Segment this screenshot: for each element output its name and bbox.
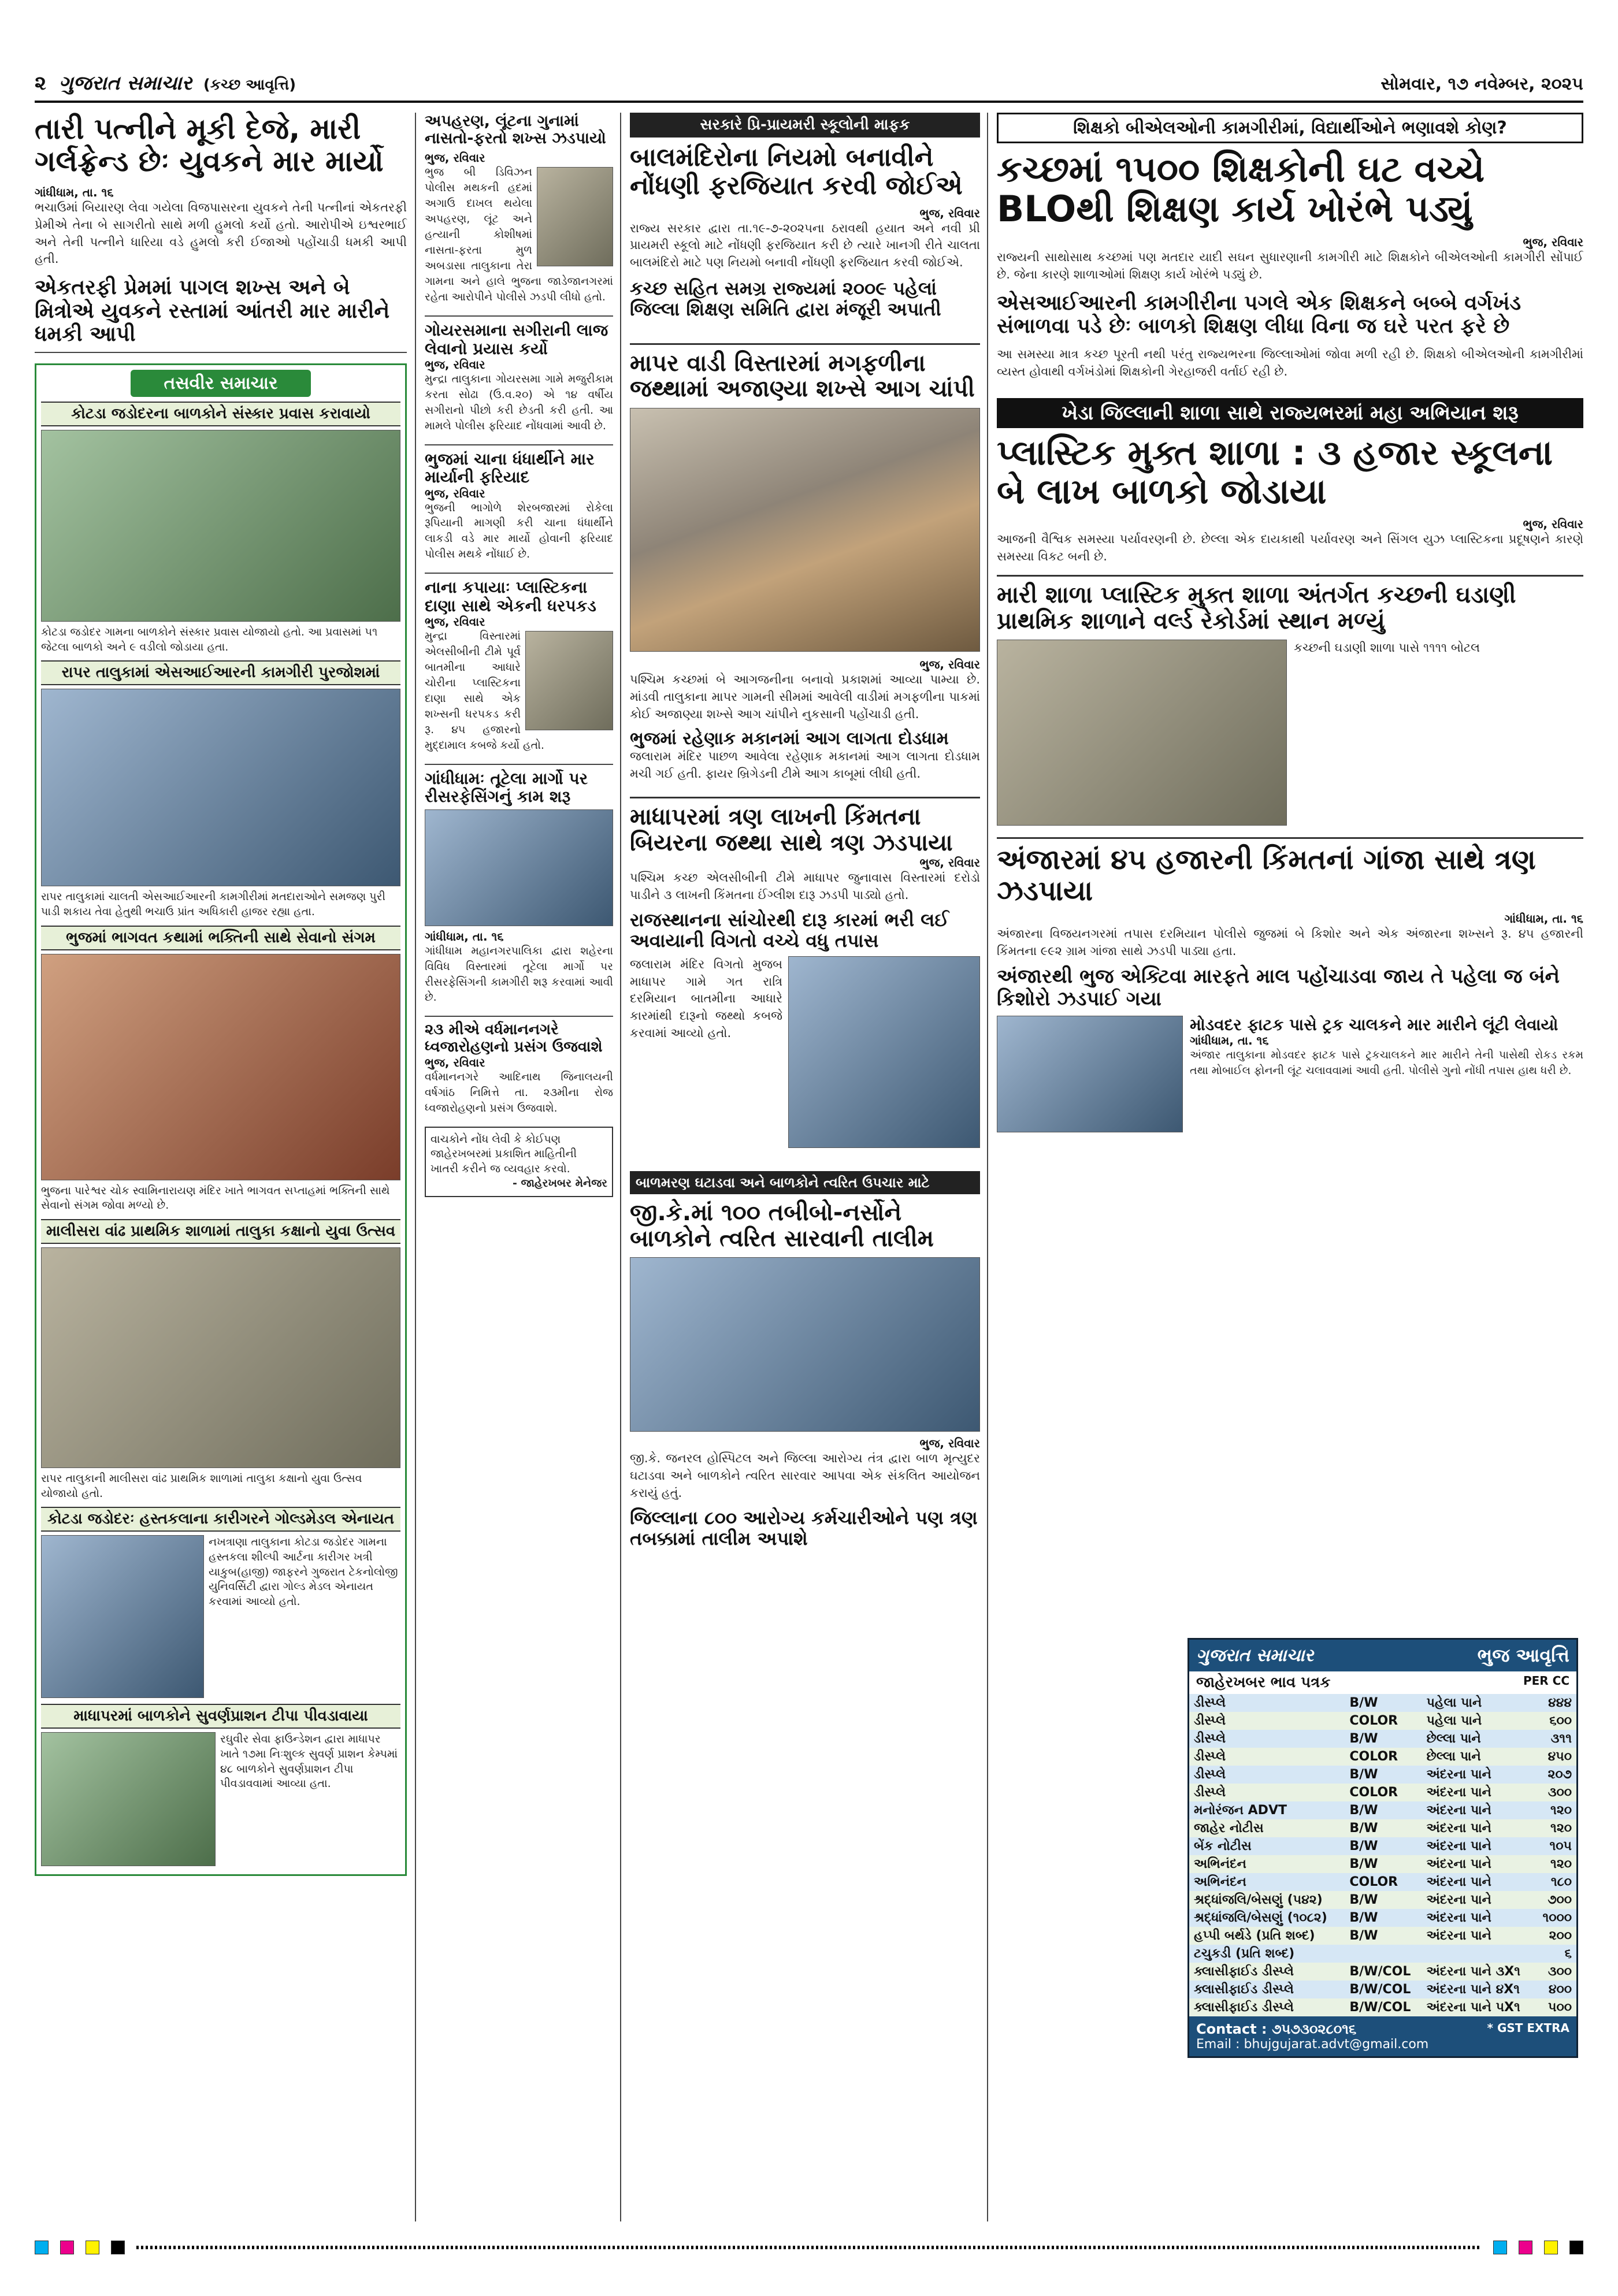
photo-caption-6: રઘુવીર સેવા ફાઉન્ડેશન દ્વારા માધાપર ખાતે ૧૭મા નિઃશુલ્ક સુવર્ણ પ્રાશન કેમ્પમાં ૪૮ બાળકોને સુવર્ણપ્રાશન ટીપા પીવડાવવામાં આવ્યા હતા.: [220, 1733, 398, 1790]
ad-price-cell: ૬: [1564, 1946, 1572, 1961]
ad-page-cell: પહેલા પાને: [1426, 1714, 1482, 1728]
col4-h2: એસઆઈઆરની કામગીરીના પગલે એક શિક્ષકને બબ્બે વર્ગખંડ સંભાળવા પડે છેઃ બાળકો શિક્ષણ લીધા વિના જ ઘરે પરત ફરે છે: [997, 291, 1521, 338]
ad-type-cell: હપ્પી બર્થડે (પ્રતિ શબ્દ): [1194, 1929, 1315, 1943]
col3-h7-body: જી.કે. જનરલ હોસ્પિટલ અને જિલ્લા આરોગ્ય તંત્ર દ્વારા બાળ મૃત્યુદર ઘટાડવા અને બાળકોને ત્વરિત સારવાર આપવા એક સંકલિત આયોજન કરાયું હતું.: [630, 1451, 980, 1500]
col4-photo-2: [997, 1016, 1183, 1132]
ad-contact-label: Contact :: [1196, 2021, 1267, 2037]
photo-caption-1: કોટડા જડોદર ગામના બાળકોને સંસ્કાર પ્રવાસ યોજાયો હતો. આ પ્રવાસમાં ૫૧ જેટલા બાળકો અને ૯ વડીલો જોડાયા હતા.: [41, 626, 378, 653]
col4-h5-body: અંજારના વિજયનગરમાં તપાસ દરમિયાન પોલીસે જુજમાં બે કિશોર અને એક અંજારના શખ્સને રૂ. ૪૫ હજારની કિંમતના ૯૯૨ ગ્રામ ગાંજા સાથે ઝડપી પાડ્યા હતા.: [997, 926, 1583, 958]
col3-h5-dateline: ભુજ, રવિવાર: [919, 856, 980, 870]
ad-rate-row: [1189, 1927, 1576, 1945]
col2-kicker: અપહરણ, લૂંટના ગુનામાં નાસતો-ફરતો શખ્સ ઝડપાયો: [425, 113, 606, 148]
col2-notice: [425, 1127, 613, 1198]
ad-type-cell: જાહેર નોટીસ: [1194, 1821, 1264, 1836]
ad-price-cell: ૩૦૦: [1548, 1785, 1572, 1800]
registration-marks: [35, 2236, 1583, 2259]
col4-h5: અંજારમાં ૪૫ હજારની કિંમતનાં ગાંજા સાથે ત્રણ ઝડપાયા: [997, 837, 1583, 907]
ad-price-cell: ૫૦૦: [1548, 2000, 1572, 2015]
ad-header: [1189, 1640, 1576, 1671]
ad-rate-row: [1189, 1945, 1576, 1963]
ad-color-cell: B/W: [1349, 1911, 1378, 1925]
col4-h7-dateline: ગાંધીધામ, તા. ૧૬: [1190, 1033, 1269, 1047]
col2-h2-dateline: ભુજ, રવિવાર: [425, 357, 485, 371]
masthead: [35, 69, 1583, 103]
ad-color-cell: B/W: [1349, 1696, 1378, 1710]
photo-6: [41, 1732, 216, 1866]
col2-h5: ગાંધીધામઃ તૂટેલા માર્ગો પર રીસરફેસિંગનું કામ શરૂ: [425, 764, 613, 806]
col2-h3: ભુજમાં ચાના ધંધાર્થીને માર માર્યાની ફરિયાદ: [425, 444, 613, 486]
ad-color-cell: COLOR: [1349, 1785, 1398, 1800]
col3-h3: માપર વાડી વિસ્તારમાં મગફળીના જથ્થામાં અજાણ્યા શખ્સે આગ ચાંપી: [630, 343, 980, 403]
col3-h8: જિલ્લાના ૮૦૦ આરોગ્ય કર્મચારીઓને પણ ત્રણ તબક્કામાં તાલીમ અપાશે: [630, 1506, 978, 1550]
ad-rate-row: [1189, 1694, 1576, 1712]
col1-dateline: ગાંધીધામ, તા. ૧૬: [35, 185, 114, 199]
ad-edition: ભુજ આવૃત્તિ: [1477, 1644, 1569, 1666]
ad-page-cell: અંદરના પાને: [1426, 1893, 1491, 1907]
ad-rate-row: [1189, 1712, 1576, 1730]
col4-h7: મોડવદર ફાટક પાસે ટ્રક ચાલકને માર મારીને લૂંટી લેવાયો: [1190, 1015, 1558, 1034]
ad-rate-row: [1189, 1784, 1576, 1801]
col2-h6: ૨૩ મીએ વર્ધમાનનગરે ધ્વજારોહણનો પ્રસંગ ઉજવાશે: [425, 1016, 613, 1055]
ad-color-cell: COLOR: [1349, 1749, 1398, 1764]
ad-color-cell: B/W/COL: [1349, 2000, 1411, 2015]
col4-h3-body: આજની વૈશ્વિક સમસ્યા પર્યાવરણની છે. છેલ્લા એક દાયકાથી પર્યાવરણ અને સિંગલ યુઝ પ્લાસ્ટિકના પ્રદૂષણને કારણે સમસ્યા વિકટ બની છે.: [997, 532, 1583, 563]
col2-dateline: ભુજ, રવિવાર: [425, 151, 485, 165]
col4-h4-row: [997, 640, 1583, 826]
page-number: ૨: [35, 72, 46, 95]
col4-h7-block: [1190, 1016, 1583, 1132]
ad-rate-row: [1189, 1801, 1576, 1819]
ad-rate-row: [1189, 1819, 1576, 1837]
ad-type-cell: શ્રદ્ધાંજલિ/બેસણું (૧૦૮૨): [1194, 1911, 1327, 1925]
ad-price-cell: ૬૦૦: [1549, 1714, 1572, 1728]
col3-body: રાજ્ય સરકાર દ્વારા તા.૧૯-૭-૨૦૨૫ના ઠરાવથી હયાત અને નવી પ્રી પ્રાયમરી સ્કૂલો માટે નોંધણી ફરજિયાત કરી છે ત્યારે ખાનગી રીતે ચાલતા બાલમંદિરો માટે પણ નિયમો બનાવી નોંધણી ફરજિયાત કરવી જોઈએ.: [630, 221, 980, 270]
ad-type-cell: અભિનંદન: [1194, 1857, 1246, 1871]
ad-rate-row: [1189, 1730, 1576, 1748]
ad-type-cell: ડીસ્પ્લે: [1194, 1696, 1226, 1710]
edition-name: (કચ્છ આવૃત્તિ): [203, 76, 296, 94]
ad-page-cell: અંદરના પાને: [1426, 1767, 1491, 1782]
ad-type-cell: ડીસ્પ્લે: [1194, 1732, 1226, 1746]
reg-swatch-yellow: [86, 2241, 99, 2254]
ad-rate-row: [1189, 1998, 1576, 2016]
reg-swatch-magenta-2: [1519, 2241, 1532, 2254]
ad-price-cell: ૧૨૦: [1550, 1857, 1572, 1871]
ad-title: જાહેરખબર ભાવ પત્રક: [1196, 1674, 1331, 1691]
col2-h4: નાના કપાયાઃ પ્લાસ્ટિકના દાણા સાથે એકની ધરપકડ: [425, 573, 613, 615]
photo-2: [41, 689, 400, 886]
ad-price-cell: ૨૦૭: [1548, 1767, 1572, 1782]
col3-h2: કચ્છ સહિત સમગ્ર રાજ્યમાં ૨૦૦૯ પહેલાં જિલ્લા શિક્ષણ સમિતિ દ્વારા મંજૂરી અપાતી: [630, 277, 941, 320]
col4-h6: અંજારથી ભુજ એક્ટિવા મારફતે માલ પહોંચાડવા જાય તે પહેલા જ બંને કિશોરો ઝડપાઈ ગયા: [997, 965, 1560, 1010]
col2-h3-body: ભુજની ભાગોળે શેરબજારમાં રોકેલા રૂપિયાની માગણી કરી ચાના ધંધાર્થીને લાકડી વડે માર માર્યો હોવાની ફરિયાદ પોલીસ મથકે નોંધાઈ છે.: [425, 501, 613, 561]
ad-rate-row: [1189, 1873, 1576, 1891]
photo-5-row: [41, 1535, 400, 1698]
photo-news-head-4: માલીસરા વાંઢ પ્રાથમિક શાળામાં તાલુકા કક્ષાનો યુવા ઉત્સવ: [41, 1219, 400, 1244]
ad-page-cell: અંદરના પાને: [1426, 1785, 1491, 1800]
photo-news-label: તસવીર સમાચાર: [131, 370, 311, 397]
photo-news-head-1: કોટડા જડોદરના બાળકોને સંસ્કાર પ્રવાસ કરાવાયો: [41, 402, 400, 426]
col3-h7: જી.કે.માં ૧૦૦ તબીબો-નર્સોને બાળકોને ત્વરિત સારવાની તાલીમ: [630, 1199, 934, 1252]
col2-h3-dateline: ભુજ, રવિવાર: [425, 486, 485, 500]
col2-h6-body: વર્ધમાનનગરે આદિનાથ જિનાલયની વર્ષગાંઠ નિમિત્તે તા. ૨૩મીના રોજ ધ્વજારોહણનો પ્રસંગ ઉજવાશે.: [425, 1070, 613, 1114]
col4-h6-row: [997, 1016, 1583, 1132]
reg-swatch-cyan: [35, 2241, 49, 2254]
col4-body: રાજ્યની સાથોસાથ કચ્છમાં પણ મતદાર યાદી સઘન સુધારણાની કામગીરી માટે શિક્ષકોને બીએલઓની કામગીરી સોંપાઈ છે. જેના કારણે શાળાઓમાં શિક્ષણ કાર્ય ખોરંભે પડ્યું છે.: [997, 250, 1583, 281]
ad-price-cell: ૪૫૦: [1548, 1749, 1572, 1764]
col3-dateline: ભુજ, રવિવાર: [919, 206, 980, 220]
paper-name: ગુજરાત સમાચાર: [58, 72, 192, 95]
ad-rate-row: [1189, 1766, 1576, 1784]
ad-type-cell: ડીસ્પ્લે: [1194, 1714, 1226, 1728]
ad-brand: ગુજરાત સમાચાર: [1196, 1645, 1314, 1666]
ad-price-cell: ૧૮૦: [1550, 1875, 1572, 1889]
ad-color-cell: COLOR: [1349, 1714, 1398, 1728]
col2-h5-body: ગાંધીધામ મહાનગરપાલિકા દ્વારા શહેરના વિવિધ વિસ્તારમાં તૂટેલા માર્ગો પર રીસરફેસિંગની કામગીરી શરૂ કરવામાં આવી છે.: [425, 944, 613, 1004]
photo-caption-4: રાપર તાલુકાની માલીસરા વાંઢ પ્રાથમિક શાળામાં તાલુકા કક્ષાનો યુવા ઉત્સવ યોજાયો હતો.: [41, 1472, 362, 1500]
ad-page-cell: [1422, 1945, 1535, 1963]
col4-dateline: ભુજ, રવિવાર: [1523, 235, 1583, 249]
col2-h4-dateline: ભુજ, રવિવાર: [425, 615, 485, 629]
photo-caption-5: નખત્રાણા તાલુકાના કોટડા જડોદર ગામના હસ્તકલા શીલ્પી આર્ટના કારીગર ખત્રી યાકુબ(હાજી) જાફરને ગુજરાત ટેકનોલોજી યુનિવર્સિટી દ્વારા ગોલ્ડ મેડલ એનાયત કરવામાં આવ્યો હતો.: [209, 1536, 398, 1608]
ad-rate-row: [1189, 1963, 1576, 1981]
ad-rate-card: [1187, 1638, 1578, 2058]
photo-3: [41, 954, 400, 1180]
col3-h3-body: પશ્ચિમ કચ્છમાં બે આગજનીના બનાવો પ્રકાશમાં આવ્યા પામ્યા છે. માંડવી તાલુકાના માપર ગામની સીમમાં આવેલી વાડીમાં મગફળીના પાકમાં કોઈ અજાણ્યા શખ્સે આગ ચાંપીને નુકસાની પહોંચાડી હતી.: [630, 673, 980, 721]
ad-type-cell: ડીસ્પ્લે: [1194, 1767, 1226, 1782]
ad-page-cell: અંદરના પાને: [1426, 1911, 1491, 1925]
col4-kicker: શિક્ષકો બીએલઓની કામગીરીમાં, વિદ્યાર્થીઓને ભણાવશે કોણ?: [997, 113, 1583, 143]
ad-color-cell: [1345, 1945, 1422, 1963]
ad-rate-row: [1189, 1909, 1576, 1927]
ad-type-cell: ડીસ્પ્લે: [1194, 1785, 1226, 1800]
ad-page-cell: અંદરના પાને: [1426, 1839, 1491, 1853]
notice-text: વાચકોને નોંધ લેવી કે કોઈપણ જાહેરખબરમાં પ્રકાશિત માહિતીની ખાતરી કરીને જ વ્યવહાર કરવો.: [431, 1132, 577, 1175]
ad-price-cell: ૩૦૦: [1548, 1964, 1572, 1979]
ad-type-cell: ક્લાસીફાઈડ ડીસ્પ્લે: [1194, 1982, 1294, 1997]
reg-swatch-black-2: [1569, 2241, 1583, 2254]
ad-type-cell: ડીસ્પ્લે: [1194, 1749, 1226, 1764]
ad-price-cell: ૧૦૦૦: [1542, 1911, 1572, 1925]
ad-rate-row: [1189, 1837, 1576, 1855]
photo-4: [41, 1247, 400, 1468]
ad-price-cell: ૧૦૫: [1549, 1839, 1572, 1853]
col3-headline: બાલમંદિરોના નિયમો બનાવીને નોંધણી ફરજિયાત કરવી જોઈએ: [630, 143, 963, 201]
col2-photo-2: [525, 631, 613, 730]
ad-type-cell: અભિનંદન: [1194, 1875, 1246, 1889]
col4-h7-body: અંજાર તાલુકાના મોડવદર ફાટક પાસે ટ્રકચાલકને માર મારીને તેની પાસેથી રોકડ રકમ તથા મોબાઈલ ફોનની લૂંટ ચલાવવામાં આવી હતી. પોલીસે ગુનો નોંધી તપાસ હાથ ધરી છે.: [1190, 1048, 1583, 1077]
col2-photo: [537, 167, 613, 266]
photo-5: [41, 1535, 204, 1698]
ad-page-cell: અંદરના પાને ૩X૧: [1426, 1964, 1520, 1979]
ad-price-cell: ૪૦૦: [1548, 1982, 1572, 1997]
col4-h2-body: આ સમસ્યા માત્ર કચ્છ પૂરતી નથી પરંતુ રાજ્યભરના જિલ્લાઓમાં જોવા મળી રહી છે. શિક્ષકો બીએલઓની કામગીરીમાં વ્યસ્ત હોવાથી વર્ગખંડોમાં શિક્ષકોની ગેરહાજરી વર્તાઈ રહી છે.: [997, 347, 1583, 378]
reg-swatch-black: [111, 2241, 125, 2254]
ad-rate-row: [1189, 1891, 1576, 1909]
col4-photo-1: [997, 640, 1287, 826]
photo-news-box: [35, 363, 407, 1876]
photo-news-head-2: રાપર તાલુકામાં એસઆઈઆરની કામગીરી પુરજોશમાં: [41, 660, 400, 685]
ad-price-cell: ૨૦૦: [1549, 1929, 1572, 1943]
col3-photo-2: [788, 956, 980, 1148]
col1-subhead: એકતરફી પ્રેમમાં પાગલ શખ્સ અને બે મિત્રોએ યુવકને રસ્તામાં આંતરી માર મારીને ધમકી આપી: [35, 276, 407, 353]
col3-h4: ભુજમાં રહેણાક મકાનમાં આગ લાગતા દોડધામ: [630, 728, 949, 749]
ad-color-cell: B/W: [1349, 1821, 1378, 1836]
ad-color-cell: B/W: [1349, 1839, 1378, 1853]
col3-h7-kicker: બાળમરણ ઘટાડવા અને બાળકોને ત્વરિત ઉપચાર માટે: [630, 1171, 980, 1194]
col2-h5-dateline: ગાંધીધામ, તા. ૧૬: [425, 929, 504, 943]
ad-type-cell: શ્રદ્ધાંજલિ/બેસણું (૫૪૨): [1194, 1893, 1323, 1907]
col3-h6-body: જલારામ મંદિર વિગતો મુજબ માધાપર ગામે ગત રાત્રિ દરમિયાન બાતમીના આધારે કારમાંથી દારૂનો જથ્થો કબજે કરવામાં આવ્યો હતો.: [630, 957, 782, 1040]
col3-h5: માધાપરમાં ત્રણ લાખની કિંમતના બિયરના જથ્થા સાથે ત્રણ ઝડપાયા: [630, 797, 980, 856]
ad-per: PER CC: [1523, 1674, 1569, 1688]
ad-type-cell: ક્લાસીફાઈડ ડીસ્પ્લે: [1194, 1964, 1294, 1979]
ad-page-cell: અંદરના પાને: [1426, 1857, 1491, 1871]
ad-color-cell: B/W: [1349, 1929, 1378, 1943]
ad-title-row: [1189, 1671, 1576, 1694]
ad-page-cell: છેલ્લા પાને: [1426, 1732, 1481, 1746]
publication-date: સોમવાર, ૧૭ નવેમ્બર, ૨૦૨૫: [1381, 74, 1583, 94]
ad-price-cell: ૧૨૦: [1550, 1821, 1572, 1836]
photo-news-head-5: કોટડા જડોદરઃ હસ્તકલાના કારીગરને ગોલ્ડમેડલ એનાયત: [41, 1507, 400, 1532]
col3-h6-row: [630, 956, 980, 1148]
col3-h4-body: જલારામ મંદિર પાછળ આવેલા રહેણાક મકાનમાં આગ લાગતા દોડધામ મચી ગઈ હતી. ફાયર બ્રિગેડની ટીમે આગ કાબૂમાં લીધી હતી.: [630, 749, 980, 781]
col1-headline: તારી પત્નીને મૂકી દેજે, મારી ગર્લફ્રેન્ડ છેઃ યુવકને માર માર્યો: [35, 112, 384, 178]
ad-price-cell: ૪૪૪: [1548, 1696, 1572, 1710]
ad-color-cell: B/W: [1349, 1857, 1378, 1871]
reg-swatch-cyan-2: [1493, 2241, 1507, 2254]
notice-sign: - જાહેરખબર મેનેજર: [513, 1177, 607, 1190]
ad-price-cell: ૩૧૧: [1550, 1732, 1572, 1746]
ad-gst: * GST EXTRA: [1487, 2021, 1569, 2035]
ad-price-cell: ૧૨૦: [1550, 1803, 1572, 1818]
col4-h3: પ્લાસ્ટિક મુક્ત શાળા : ૩ હજાર સ્કૂલના બે લાખ બાળકો જોડાયા: [997, 432, 1553, 512]
column-4: [997, 113, 1583, 2221]
col3-h7-dateline: ભુજ, રવિવાર: [919, 1436, 980, 1451]
ad-rate-row: [1189, 1981, 1576, 1998]
ad-color-cell: B/W/COL: [1349, 1982, 1411, 1997]
col3-h3-dateline: ભુજ, રવિવાર: [919, 657, 980, 672]
photo-caption-2: રાપર તાલુકામાં ચાલતી એસઆઈઆરની કામગીરીમાં મતદારાઓને સમજણ પુરી પાડી શકાય તેવા હેતુથી ભચાઉ પ્રાંત અધિકારી હાજર રહ્યા હતા.: [41, 890, 385, 919]
reg-swatch-yellow-2: [1544, 2241, 1558, 2254]
col3-fire-photo: [630, 408, 980, 652]
photo-1: [41, 430, 400, 622]
col2-h6-dateline: ભુજ, રવિવાર: [425, 1055, 485, 1069]
col4-h4: મારી શાળા પ્લાસ્ટિક મુક્ત શાળા અંતર્ગત કચ્છની ઘડાણી પ્રાથમિક શાળાને વર્લ્ડ રેકોર્ડમાં સ્થાન મળ્યું: [997, 575, 1583, 634]
ad-color-cell: B/W: [1349, 1732, 1378, 1746]
col3-h5-body: પશ્ચિમ કચ્છ એલસીબીની ટીમે માધાપર જુનાવાસ વિસ્તારમાં દરોડો પાડીને ૩ લાખની કિંમતના ઈંગ્લીશ દારૂ ઝડપી પાડ્યો હતો.: [630, 871, 980, 902]
col4-h5-dateline: ગાંધીધામ, તા. ૧૬: [1504, 911, 1583, 926]
ad-type-cell: ટચુકડી (પ્રતિ શબ્દ): [1194, 1946, 1295, 1961]
ad-page-cell: અંદરના પાને: [1426, 1803, 1491, 1818]
ad-rate-row: [1189, 1855, 1576, 1873]
col2-h2-body: મુન્દ્રા તાલુકાના ગોયરસમા ગામે મજુરીકામ કરતા સોઢા (ઉ.વ.૨૦) એ ૧૪ વર્ષીય સગીરાનો પીછો કરી છેડતી કરી હતી. આ મામલે પોલીસ ફરિયાદ નોંધવામાં આવી છે.: [425, 372, 613, 432]
column-2: [425, 113, 621, 2221]
col3-photo-3: [630, 1257, 980, 1432]
ad-page-cell: અંદરના પાને ૫X૧: [1426, 2000, 1520, 2015]
ad-price-cell: ૭૦૦: [1548, 1893, 1572, 1907]
ad-type-cell: બેંક નોટીસ: [1194, 1839, 1252, 1853]
reg-strip: [136, 2246, 1482, 2249]
photo-news-head-6: માધાપરમાં બાળકોને સુવર્ણપ્રાશન ટીપા પીવડાવાયા: [41, 1704, 400, 1729]
col4-headline: કચ્છમાં ૧૫૦૦ શિક્ષકોની ઘટ વચ્ચે BLOથી શિક્ષણ કાર્ય ખોરંભે પડ્યું: [997, 148, 1485, 231]
col3-kicker: સરકારે પ્રિ-પ્રાયમરી સ્કૂલોની માફક: [630, 113, 980, 138]
ad-type-cell: મનોરંજન ADVT: [1194, 1803, 1287, 1818]
col3-h6: રાજસ્થાનના સાંચોરથી દારૂ કારમાં ભરી લઈ અવાયાની વિગતો વચ્ચે વધુ તપાસ: [630, 909, 949, 952]
ad-color-cell: B/W: [1349, 1767, 1378, 1782]
ad-contact: [1189, 2016, 1576, 2056]
ad-type-cell: ક્લાસીફાઈડ ડીસ્પ્લે: [1194, 2000, 1294, 2015]
ad-page-cell: અંદરના પાને: [1426, 1821, 1491, 1836]
ad-page-cell: અંદરના પાને: [1426, 1929, 1491, 1943]
ad-color-cell: COLOR: [1349, 1875, 1398, 1889]
col2-h4-body: મુન્દ્રા વિસ્તારમાં એલસીબીની ટીમે પૂર્વ બાતમીના આધારે ચોરીના પ્લાસ્ટિકના દાણા સાથે એક શખ્સની ધરપકડ કરી રૂ. ૪૫ હજારનો મુદ્દામાલ કબજે કર્યો હતો.: [425, 630, 544, 752]
photo-caption-3: ભુજના પારેશ્વર ચોક સ્વામિનારાયણ મંદિર ખાતે ભાગવત સપ્તાહમાં ભક્તિની સાથે સેવાનો સંગમ જોવા મળ્યો છે.: [41, 1184, 390, 1212]
ad-rate-row: [1189, 1748, 1576, 1766]
column-1: [35, 113, 416, 2221]
ad-page-cell: અંદરના પાને: [1426, 1875, 1491, 1889]
ad-email-label: Email :: [1196, 2037, 1240, 2052]
col4-h4-caption: કચ્છની ઘડાણી શાળા પાસે ૧૧૧૧ બોટલ: [1294, 641, 1480, 655]
ad-color-cell: B/W: [1349, 1893, 1378, 1907]
ad-page-cell: પહેલા પાને: [1426, 1696, 1482, 1710]
ad-rate-table: [1189, 1694, 1576, 2016]
ad-contact-number[interactable]: ૭૫૭૩૦૨૮૦૧૬: [1271, 2021, 1357, 2037]
masthead-left: [35, 72, 296, 95]
col4-h3-dateline: ભુજ, રવિવાર: [1523, 517, 1583, 532]
ad-color-cell: B/W/COL: [1349, 1964, 1411, 1979]
photo-news-head-3: ભુજમાં ભાગવત કથામાં ભક્તિની સાથે સેવાનો સંગમ: [41, 926, 400, 950]
ad-color-cell: B/W: [1349, 1803, 1378, 1818]
ad-page-cell: છેલ્લા પાને: [1426, 1749, 1481, 1764]
col1-body: ભચાઉમાં બિયારણ લેવા ગયેલા વિજપાસરના યુવકને તેની પત્નીનાં એકતરફી પ્રેમીએ તેના બે સાગરીતો સાથે મળી હુમલો કર્યો હતો. આરોપીએ ઇશ્વરભાઈ અને તેની પત્નીને ધારિયા વડે હુમલો કરી ઈજાઓ પહોંચાડી ધમકી આપી હતી.: [35, 200, 407, 266]
photo-6-row: [41, 1732, 400, 1866]
col2-body: ભુજ બી ડિવિઝન પોલીસ મથકની હદમાં અગાઉ દાખલ થયેલા અપહરણ, લૂંટ અને હત્યાની કોશીષમાં નાસતા-ફરતા મુળ અબડાસા તાલુકાના તેરા ગામના અને હાલે ભુજના જાડેજાનગરમાં રહેતા આરોપીને પોલીસે ઝડપી લીધો હતો.: [425, 166, 613, 304]
col2-photo-3: [425, 809, 613, 926]
ad-page-cell: અંદરના પાને ૪X૧: [1426, 1982, 1520, 1997]
ad-email[interactable]: bhujgujarat.advt@gmail.com: [1244, 2037, 1429, 2052]
reg-swatch-magenta: [60, 2241, 74, 2254]
col2-h2: ગોયરસમાના સગીરાની લાજ લેવાનો પ્રયાસ કર્યો: [425, 315, 613, 358]
column-3: [630, 113, 988, 2221]
col4-banner: ખેડા જિલ્લાની શાળા સાથે રાજ્યભરમાં મહા અભિયાન શરૂ: [997, 398, 1583, 428]
